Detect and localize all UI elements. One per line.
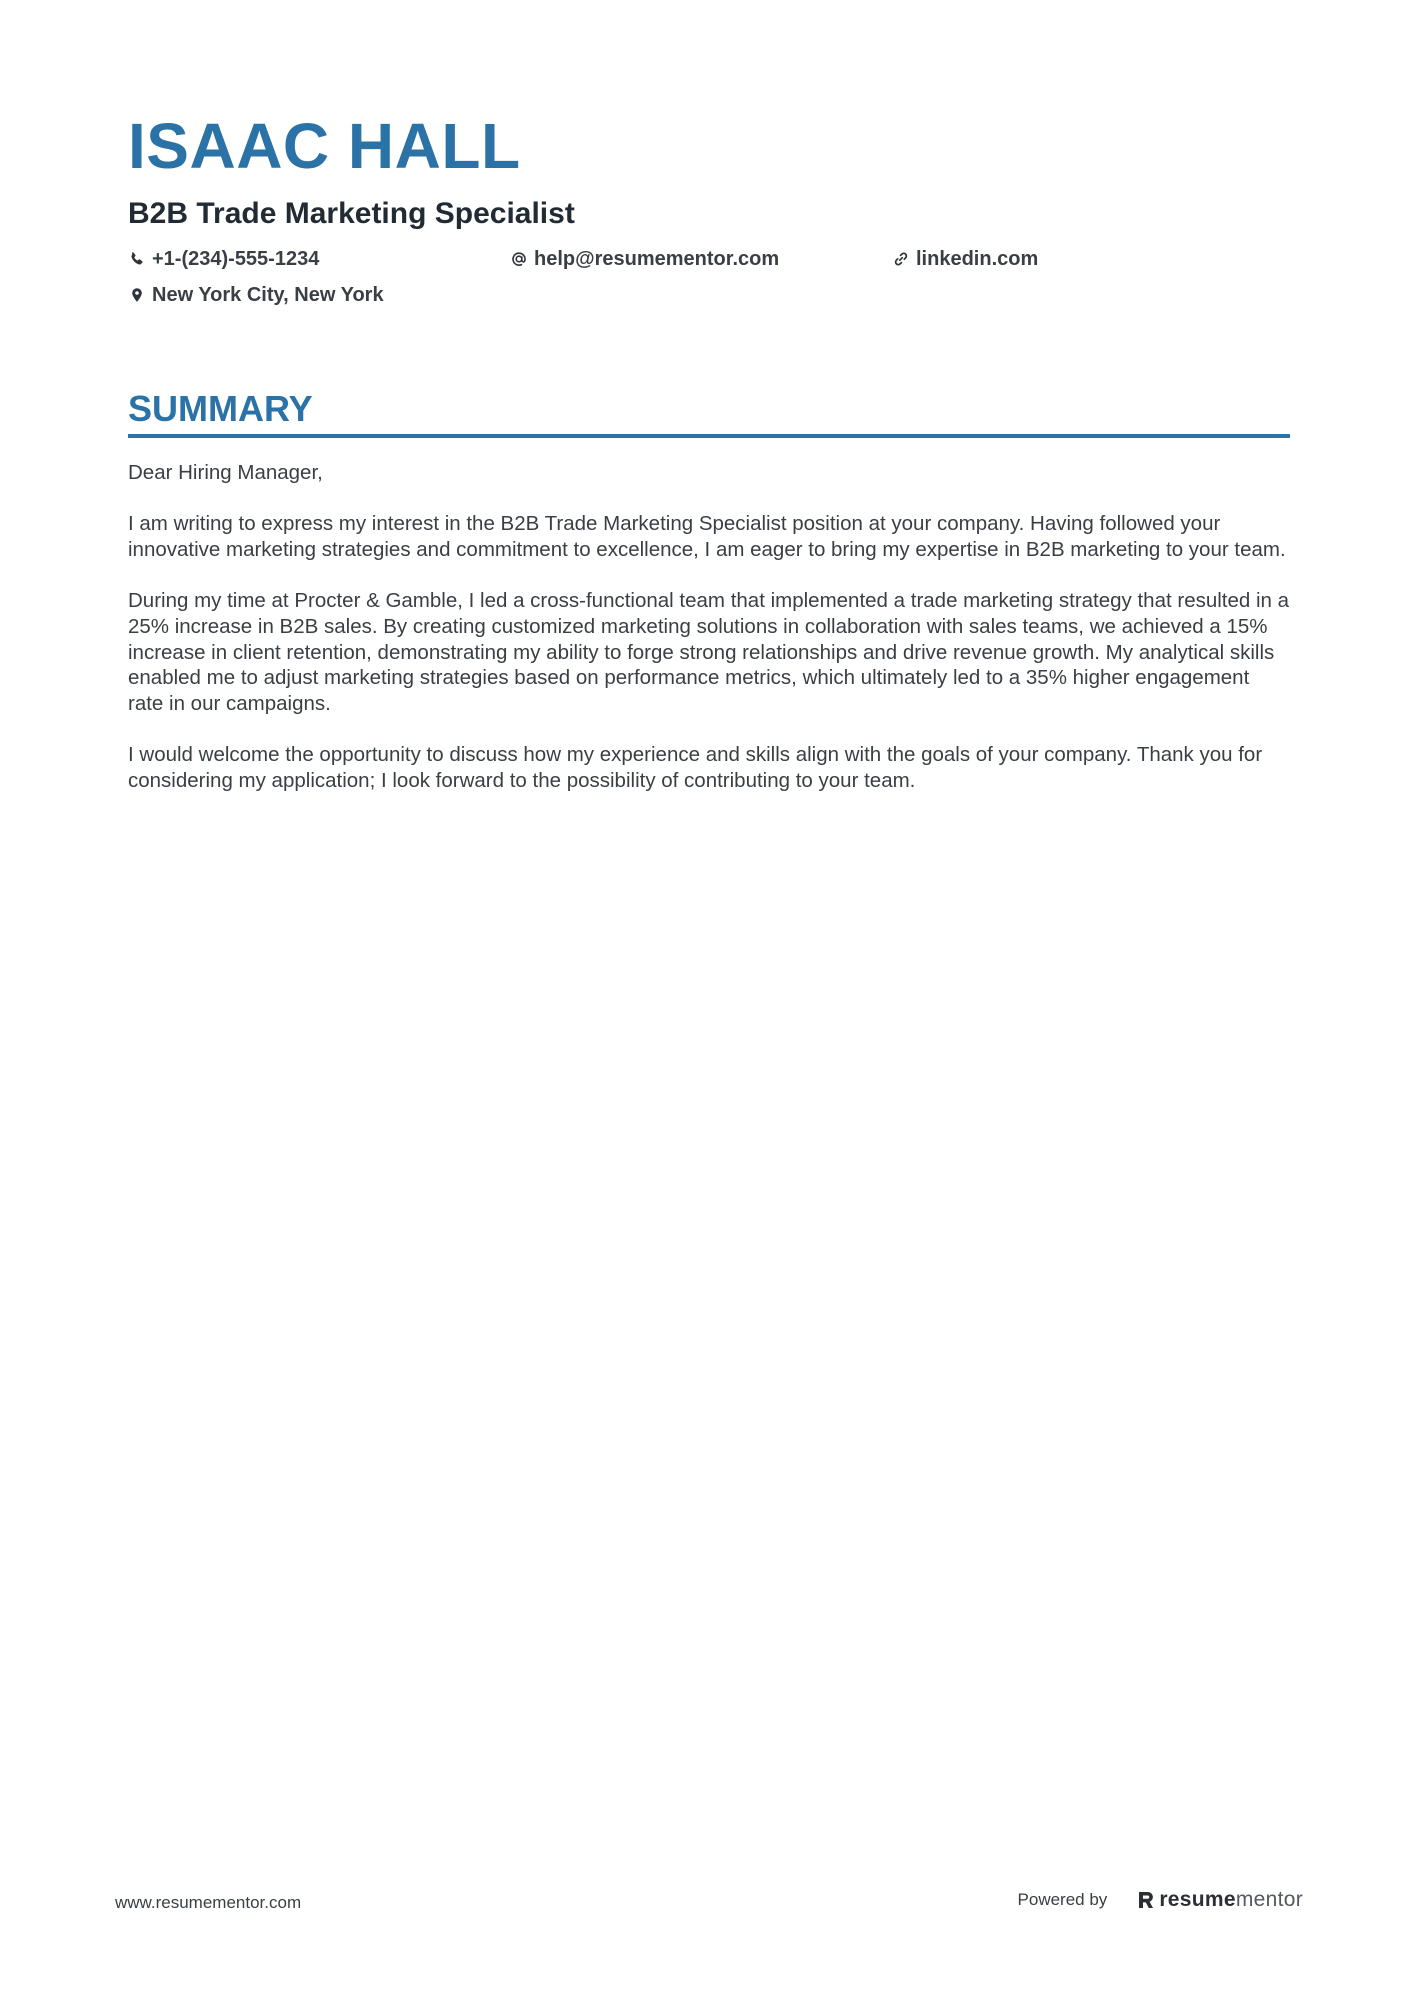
location-value: New York City, New York	[152, 283, 384, 306]
letter-paragraph: During my time at Procter & Gamble, I led a cross-functional team that implemented a trade marketing strategy that resulted in a 25% increase in B2B sales. By creating customized marketing solutions in collaboration with sales teams, we achieved a 15% increase in client retention, demonstrating my ability to forge strong relationships and drive revenue growth. My analytical skills enabled me to adjust marketing strategies based on performance metrics, which ultimately led to a 35% higher engagement rate in our campaigns.	[128, 589, 1290, 715]
letter-paragraph: I am writing to express my interest in the B2B Trade Marketing Specialist position at your company. Having followed your innovative marketing strategies and commitment to excellence, I am eager to bring my expertise in B2B marketing to your team.	[128, 512, 1286, 561]
section-heading: SUMMARY	[128, 388, 313, 429]
at-icon	[510, 250, 528, 268]
link-icon	[892, 250, 910, 268]
contact-info	[128, 244, 1288, 310]
summary-section	[128, 386, 1290, 819]
letter-paragraph: I would welcome the opportunity to discuss how my experience and skills align with the goals of your company. Thank you for considering my application; I look forward to the possibility of contributing to your team.	[128, 743, 1263, 792]
cover-letter-body	[128, 460, 1290, 794]
job-title: B2B Trade Marketing Specialist	[128, 197, 575, 230]
brand-name-light: mentor	[1235, 1888, 1303, 1911]
contact-phone	[128, 244, 510, 274]
footer-website: www.resumementor.com	[115, 1893, 302, 1912]
resumementor-logo-icon	[1137, 1890, 1155, 1910]
section-divider	[128, 434, 1290, 438]
brand-name-bold: resume	[1159, 1888, 1236, 1911]
brand-logo	[1137, 1888, 1303, 1912]
phone-icon	[128, 250, 146, 268]
location-pin-icon	[128, 286, 146, 304]
footer-branding	[1018, 1888, 1303, 1912]
contact-location	[128, 280, 510, 310]
phone-value: +1-(234)-555-1234	[152, 247, 320, 270]
powered-by-label: Powered by	[1017, 1890, 1108, 1909]
resume-header	[128, 108, 1288, 310]
candidate-name: ISAAC HALL	[128, 110, 521, 182]
contact-email	[510, 244, 892, 274]
contact-website	[892, 244, 1274, 274]
email-value: help@resumementor.com	[534, 247, 780, 270]
salutation: Dear Hiring Manager,	[128, 461, 323, 484]
website-value: linkedin.com	[916, 247, 1039, 270]
